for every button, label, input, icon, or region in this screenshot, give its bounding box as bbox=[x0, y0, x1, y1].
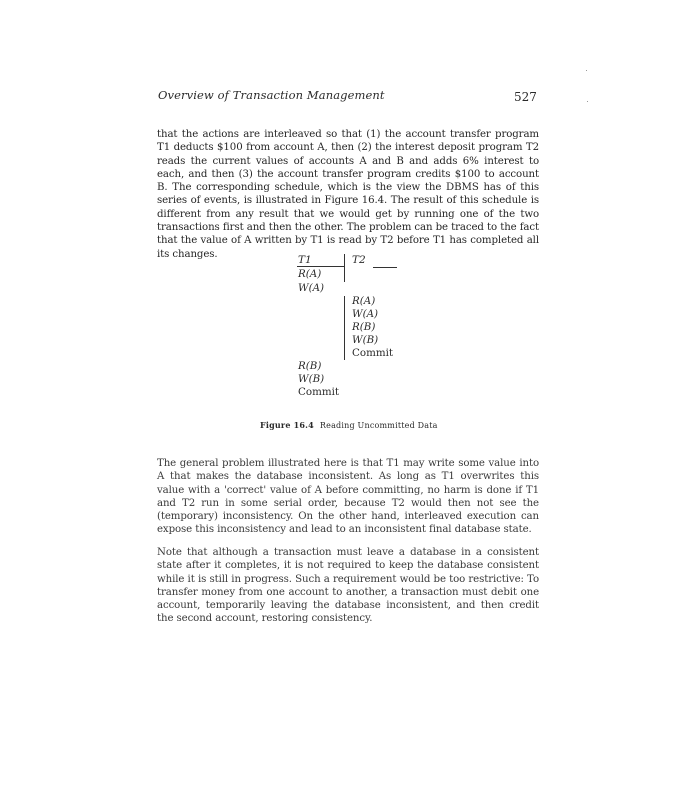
t1-op: R(B) bbox=[298, 360, 322, 372]
t2-op: W(B) bbox=[352, 334, 379, 346]
paragraph-3: Note that although a transaction must leave a database in a consistent state after it completes, it is not required to keep the database consistent while it is still in progress. Such a requirement would be too restrictive: To transfer money from one account to another, a transaction must debit one account, temporarily leaving the database inconsistent, and then credit the second account, restoring consistency. bbox=[157, 547, 539, 625]
paragraph-2: The general problem illustrated here is that T1 may write some value into A that makes the database inconsistent. As long as T1 overwrites this value with a 'correct' value of A before committing, no harm is done if T1 and T2 run in some serial order, because T2 would then not see the (temporary) inconsistency. On the other hand, interleaved execution can expose this inconsistency and lead to an inconsistent final database state. bbox=[157, 458, 539, 536]
t1-op: W(A) bbox=[298, 282, 325, 294]
schedule-header-t1: T1 bbox=[298, 254, 312, 266]
running-header-title: Overview of Transaction Management bbox=[158, 88, 385, 102]
t2-op: R(A) bbox=[352, 295, 376, 307]
figure-caption-text: Reading Uncommitted Data bbox=[319, 421, 438, 430]
scan-speck bbox=[587, 101, 588, 102]
schedule-header-rule-left bbox=[297, 266, 345, 267]
t2-op: R(B) bbox=[352, 321, 376, 333]
schedule-column-divider-top bbox=[344, 254, 345, 282]
figure-caption bbox=[260, 420, 438, 430]
schedule-column-divider-bottom bbox=[344, 296, 345, 360]
schedule-header-t2: T2 bbox=[352, 254, 366, 266]
t1-op-commit: Commit bbox=[298, 386, 340, 398]
scan-speck bbox=[586, 70, 587, 71]
t2-op-commit: Commit bbox=[352, 347, 394, 359]
schedule-header-rule-right bbox=[373, 267, 397, 268]
paragraph-1: that the actions are interleaved so that (1) the account transfer program T1 deducts $100 from account A, then (2) the interest deposit program T2 reads the current values of accounts A and B and adds 6% interest to each, and then (3) the account transfer program credits $100 to account B. The corresponding schedule, which is the view the DBMS has of this series of events, is illustrated in Figure 16.4. The result of this schedule is different from any result that we would get by running one of the two transactions first and then the other. The problem can be traced to the fact that the value of A written by T1 is read by T2 before T1 has completed all its changes. bbox=[157, 129, 539, 260]
figure-label: Figure 16.4 bbox=[260, 420, 314, 430]
t1-op: R(A) bbox=[298, 268, 322, 280]
page-number: 527 bbox=[514, 90, 537, 104]
t1-op: W(B) bbox=[298, 373, 325, 385]
t2-op: W(A) bbox=[352, 308, 379, 320]
